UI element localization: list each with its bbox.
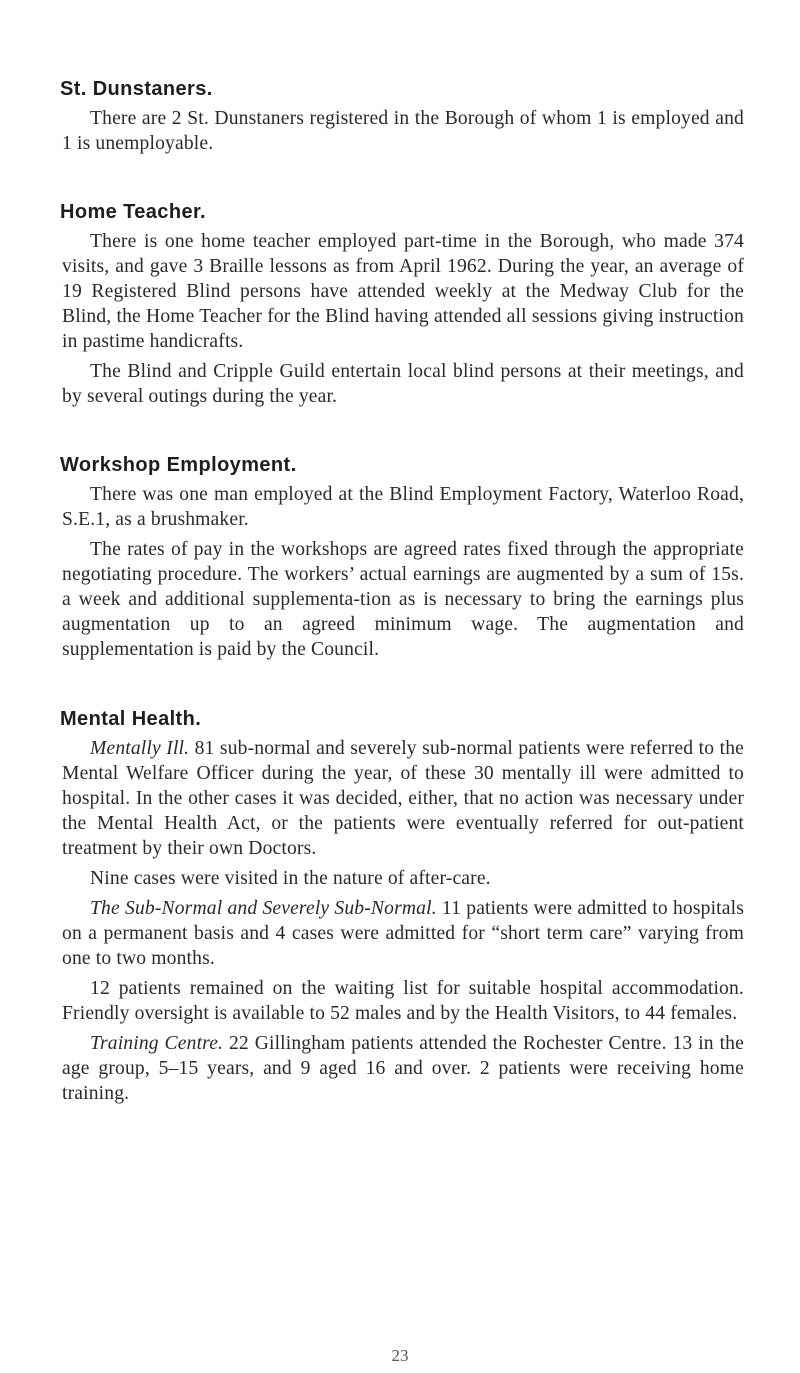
document-page — [62, 76, 744, 1111]
paragraph-mentally-ill — [62, 736, 744, 861]
paragraph: There was one man employed at the Blind Employment Factory, Waterloo Road, S.E.1, as a brushmaker. — [62, 484, 744, 530]
heading-st-dunstaners: St. Dunstaners. — [60, 78, 213, 100]
subheading-training-centre: Training Centre. — [90, 1033, 224, 1054]
subheading-mentally-ill: Mentally Ill. — [90, 738, 190, 759]
section-st-dunstaners — [62, 76, 744, 156]
paragraph: 12 patients remained on the waiting list for suitable hospital accommodation. Friendly oversight is available to 52 males and by the Health Visitors, to 44 females. — [62, 978, 744, 1024]
paragraph-sub-normal — [62, 896, 744, 971]
section-workshop-employment — [62, 452, 744, 662]
subheading-sub-normal: The Sub-Normal and Severely Sub-Normal. — [90, 898, 437, 919]
paragraph: The Blind and Cripple Guild entertain local blind persons at their meetings, and by several outings during the year. — [62, 361, 744, 407]
paragraph-text: 81 sub-normal and severely sub-normal patients were referred to the Mental Welfare Officer during the year, of these 30 mentally ill were admitted to hospital. In the other cases it was decided, either, that no action was necessary under the Mental Health Act, or the patients were eventually referred for out-patient treatment by their own Doctors. — [62, 738, 744, 859]
paragraph: Nine cases were visited in the nature of after-care. — [90, 868, 491, 889]
heading-mental-health: Mental Health. — [60, 708, 202, 730]
heading-workshop-employment: Workshop Employment. — [60, 454, 297, 476]
heading-home-teacher: Home Teacher. — [60, 201, 207, 223]
paragraph-text: 11 patients were admitted to hospitals on a permanent basis and 4 cases were admitted for “short term care” varying from one to two months. — [62, 898, 744, 969]
section-home-teacher — [62, 199, 744, 409]
paragraph: There are 2 St. Dunstaners registered in the Borough of whom 1 is employed and 1 is unemployable. — [62, 108, 744, 154]
page-number: 23 — [391, 1346, 409, 1365]
section-mental-health — [62, 706, 744, 1106]
paragraph-training-centre — [62, 1031, 744, 1106]
paragraph-text: 22 Gillingham patients attended the Rochester Centre. 13 in the age group, 5–15 years, and 9 aged 16 and over. 2 patients were receiving home training. — [62, 1033, 744, 1104]
paragraph: There is one home teacher employed part-time in the Borough, who made 374 visits, and gave 3 Braille lessons as from April 1962. During the year, an average of 19 Registered Blind persons have attended weekly at the Medway Club for the Blind, the Home Teacher for the Blind having attended all sessions giving instruction in pastime handicrafts. — [62, 231, 744, 352]
paragraph: The rates of pay in the workshops are agreed rates fixed through the appropriate negotiating procedure. The workers’ actual earnings are augmented by a sum of 15s. a week and additional supplementa-tion as is necessary to bring the earnings plus augmentation up to an agreed minimum wage. The augmentation and supplementation is paid by the Council. — [62, 539, 744, 660]
